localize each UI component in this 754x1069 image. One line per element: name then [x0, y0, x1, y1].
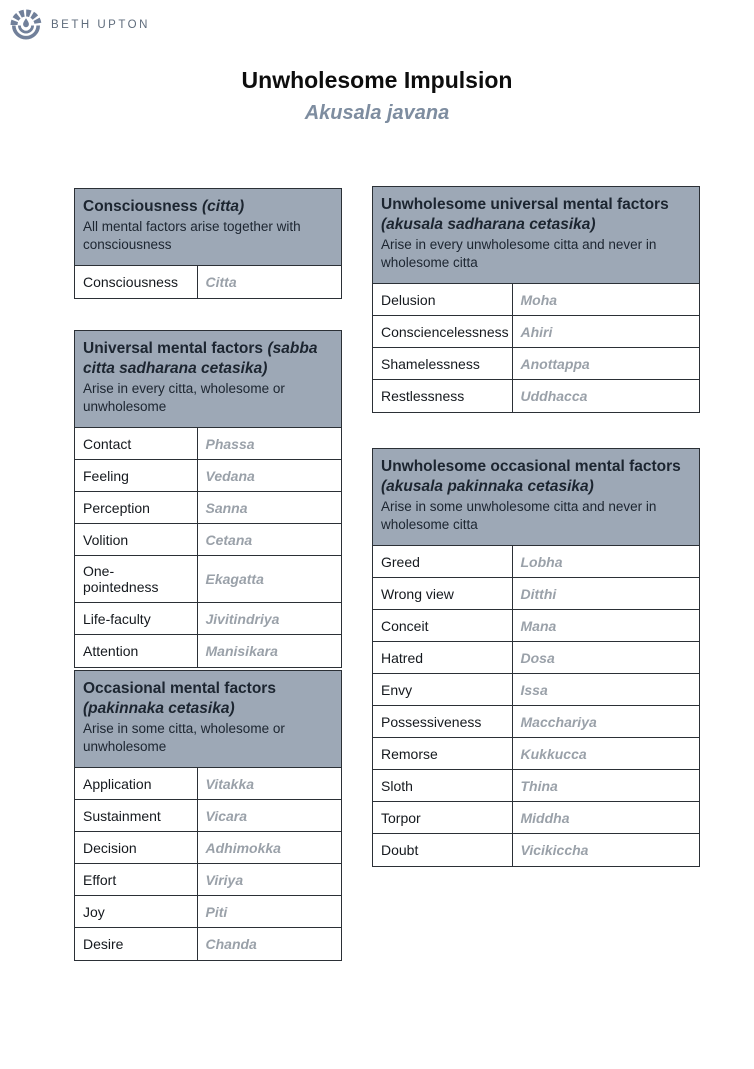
factor-label: Remorse — [373, 738, 512, 770]
factor-label: Joy — [75, 896, 197, 928]
card-title-pali: (akusala pakinnaka cetasika) — [381, 477, 594, 495]
factor-label: Application — [75, 768, 197, 800]
factor-label: Feeling — [75, 460, 197, 492]
factor-label: Consciousness — [75, 266, 197, 298]
factor-label: Restlessness — [373, 380, 512, 412]
factor-label: Delusion — [373, 284, 512, 316]
factor-label: Hatred — [373, 642, 512, 674]
card-title-pali: (pakinnaka cetasika) — [83, 699, 235, 717]
factor-label: Consciencelessness — [373, 316, 512, 348]
water-drop-icon — [23, 18, 29, 27]
page-subtitle: Akusala javana — [304, 101, 450, 124]
factor-label: Shamelessness — [373, 348, 512, 380]
card-title: Unwholesome occasional mental factors — [381, 458, 681, 475]
page-title: Unwholesome Impulsion — [241, 67, 513, 93]
table-row — [75, 800, 341, 832]
table-row — [75, 460, 341, 492]
factor-label: Doubt — [373, 834, 512, 866]
card-title-pali: (citta) — [202, 198, 245, 215]
card-subtitle: Arise in some unwholesome citta and never in wholesome citta — [381, 498, 657, 533]
card-title: Universal mental factors — [83, 340, 264, 357]
table-consciousness — [74, 188, 342, 299]
factor-label: Decision — [75, 832, 197, 864]
factor-label: Perception — [75, 492, 197, 524]
card-subtitle: Arise in some citta, wholesome or unwholesome — [83, 720, 285, 755]
factor-label: Sloth — [373, 770, 512, 802]
factor-label: Greed — [373, 546, 512, 578]
factor-pali-name: Anottappa — [512, 348, 699, 380]
factor-pali-name: Issa — [512, 674, 699, 706]
table-row — [75, 864, 341, 896]
table-universal — [74, 330, 342, 668]
table-row — [373, 642, 699, 674]
table-row — [75, 492, 341, 524]
factor-pali-name: Cetana — [197, 524, 341, 556]
factor-label: Wrong view — [373, 578, 512, 610]
factor-pali-name: Lobha — [512, 546, 699, 578]
table-row — [373, 316, 699, 348]
table-row — [373, 738, 699, 770]
factor-pali-name: Kukkucca — [512, 738, 699, 770]
brand-logo[interactable] — [10, 9, 150, 41]
table-row — [75, 928, 341, 960]
factor-pali-name: Piti — [197, 896, 341, 928]
factor-pali-name: Vitakka — [197, 768, 341, 800]
card-subtitle: All mental factors arise together with consciousness — [83, 218, 301, 253]
table-unwholesome-universal — [372, 186, 700, 413]
table-row — [75, 428, 341, 460]
factor-pali-name: Vicikiccha — [512, 834, 699, 866]
table-header — [75, 189, 341, 266]
factor-pali-name: Uddhacca — [512, 380, 699, 412]
table-row — [373, 348, 699, 380]
table-row — [373, 834, 699, 866]
factor-pali-name: Moha — [512, 284, 699, 316]
table-occasional — [74, 670, 342, 961]
brand-name: BETH UPTON — [51, 19, 150, 31]
factor-label: Possessiveness — [373, 706, 512, 738]
table-header — [75, 671, 341, 768]
table-row — [373, 578, 699, 610]
table-row — [373, 770, 699, 802]
card-title-pali: (akusala sadharana cetasika) — [381, 215, 596, 233]
factor-label: Life-faculty — [75, 603, 197, 635]
factor-label: Torpor — [373, 802, 512, 834]
table-row — [75, 635, 341, 667]
factor-pali-name: Vicara — [197, 800, 341, 832]
table-row — [75, 556, 341, 603]
card-title: Consciousness — [83, 198, 198, 215]
factor-label: Desire — [75, 928, 197, 960]
factor-pali-name: Chanda — [197, 928, 341, 960]
factor-label: Conceit — [373, 610, 512, 642]
factor-pali-name: Sanna — [197, 492, 341, 524]
factor-pali-name: Dosa — [512, 642, 699, 674]
factor-pali-name: Citta — [197, 266, 341, 298]
card-title: Unwholesome universal mental factors — [381, 196, 669, 213]
factor-pali-name: Ekagatta — [197, 556, 341, 603]
table-row — [373, 284, 699, 316]
brand-mark-icon — [10, 9, 42, 41]
card-title: Occasional mental factors — [83, 680, 276, 697]
factor-label: Volition — [75, 524, 197, 556]
table-row — [75, 768, 341, 800]
factor-label: Contact — [75, 428, 197, 460]
table-header — [373, 187, 699, 284]
factor-pali-name: Ahiri — [512, 316, 699, 348]
factor-pali-name: Viriya — [197, 864, 341, 896]
factor-pali-name: Phassa — [197, 428, 341, 460]
factor-label: Attention — [75, 635, 197, 667]
table-header — [75, 331, 341, 428]
table-row — [75, 266, 341, 298]
factor-pali-name: Vedana — [197, 460, 341, 492]
factor-pali-name: Manisikara — [197, 635, 341, 667]
table-row — [373, 674, 699, 706]
factor-pali-name: Ditthi — [512, 578, 699, 610]
table-row — [75, 896, 341, 928]
table-row — [373, 610, 699, 642]
factor-label: Sustainment — [75, 800, 197, 832]
factor-label: Envy — [373, 674, 512, 706]
table-row — [373, 546, 699, 578]
table-row — [373, 802, 699, 834]
card-subtitle: Arise in every unwholesome citta and never in wholesome citta — [381, 236, 657, 271]
card-title-pali: (sabba citta sadharana cetasika) — [83, 340, 318, 377]
table-unwholesome-occasional — [372, 448, 700, 867]
card-subtitle: Arise in every citta, wholesome or unwholesome — [83, 380, 285, 415]
factor-label: Effort — [75, 864, 197, 896]
factor-pali-name: Jivitindriya — [197, 603, 341, 635]
title-block — [0, 66, 754, 127]
table-row — [75, 603, 341, 635]
factor-pali-name: Mana — [512, 610, 699, 642]
table-row — [75, 524, 341, 556]
factor-pali-name: Middha — [512, 802, 699, 834]
factor-pali-name: Macchariya — [512, 706, 699, 738]
factor-pali-name: Thina — [512, 770, 699, 802]
table-row — [75, 832, 341, 864]
factor-label: One-pointedness — [75, 556, 197, 603]
table-row — [373, 706, 699, 738]
table-row — [373, 380, 699, 412]
factor-pali-name: Adhimokka — [197, 832, 341, 864]
table-header — [373, 449, 699, 546]
